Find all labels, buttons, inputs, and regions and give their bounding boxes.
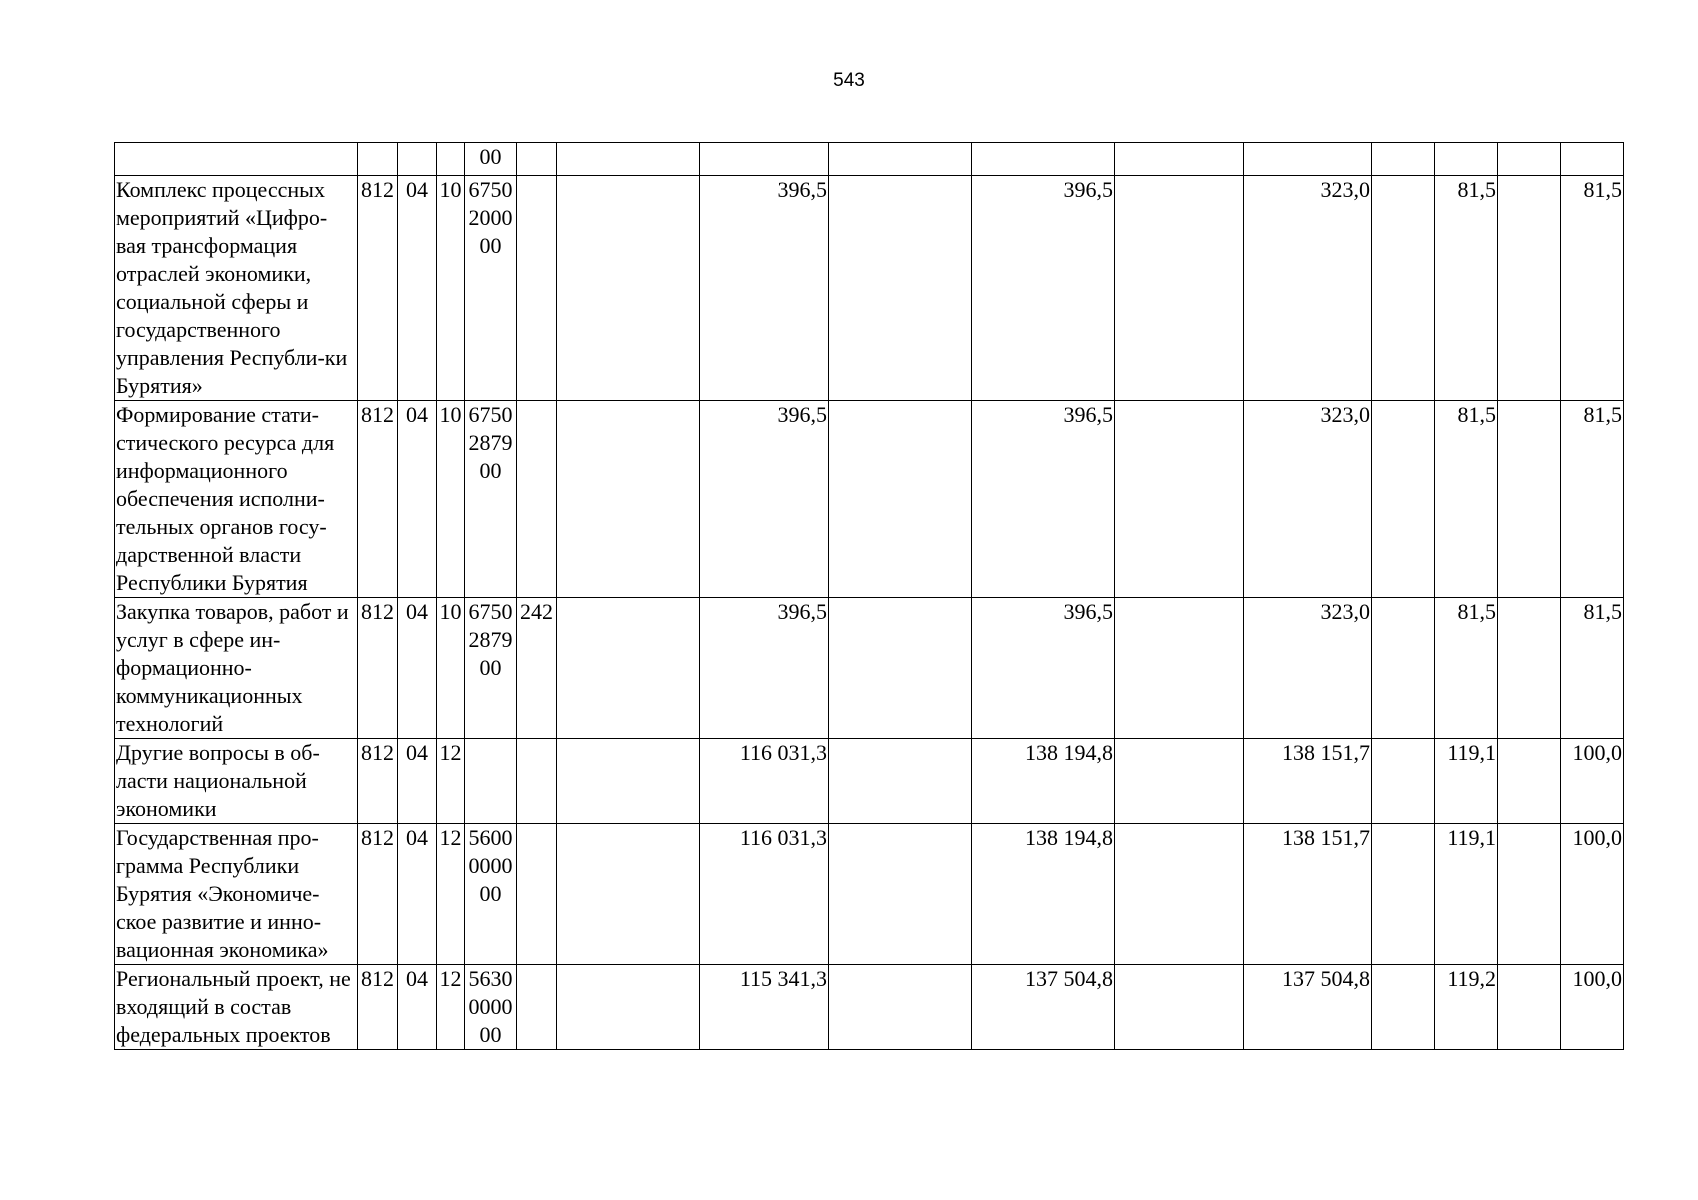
expense-type-code	[517, 965, 557, 1050]
target-article-code: 6750 2879 00	[465, 598, 517, 739]
target-article-code	[465, 739, 517, 824]
empty-cell	[1372, 965, 1435, 1050]
empty-cell	[1372, 598, 1435, 739]
empty-cell	[829, 401, 972, 598]
empty-cell	[829, 598, 972, 739]
empty-cell	[1498, 176, 1561, 401]
row-name: Комплекс процессных мероприятий «Цифро-вая трансформация отраслей экономики, социальной сферы и государственного управления Республи-ки Бурятия»	[115, 176, 358, 401]
expense-type-code	[517, 401, 557, 598]
empty-cell	[557, 143, 700, 176]
percent-2: 100,0	[1561, 965, 1624, 1050]
empty-cell	[1115, 824, 1244, 965]
percent-1: 119,1	[1435, 739, 1498, 824]
gov-code: 812	[358, 739, 398, 824]
empty-cell	[557, 739, 700, 824]
value-1: 115 341,3	[700, 965, 829, 1050]
row-name: Формирование стати-стического ресурса для информационного обеспечения исполни-тельных органов госу-дарственной власти Республики Бурятия	[115, 401, 358, 598]
empty-cell	[1498, 965, 1561, 1050]
value-2: 396,5	[972, 176, 1115, 401]
subsection-code: 12	[437, 739, 465, 824]
empty-cell	[1498, 739, 1561, 824]
percent-2: 81,5	[1561, 401, 1624, 598]
value-3: 137 504,8	[1244, 965, 1372, 1050]
subsection-code: 10	[437, 401, 465, 598]
table-row	[115, 401, 1624, 598]
subsection-code	[437, 143, 465, 176]
section-code: 04	[398, 598, 437, 739]
target-article-code: 6750 2000 00	[465, 176, 517, 401]
section-code: 04	[398, 824, 437, 965]
value-1: 396,5	[700, 598, 829, 739]
empty-cell	[829, 965, 972, 1050]
subsection-code: 10	[437, 598, 465, 739]
empty-cell	[1115, 143, 1244, 176]
empty-cell	[557, 401, 700, 598]
section-code: 04	[398, 401, 437, 598]
target-article-code: 5630 0000 00	[465, 965, 517, 1050]
percent-1	[1435, 143, 1498, 176]
value-3	[1244, 143, 1372, 176]
empty-cell	[829, 143, 972, 176]
gov-code: 812	[358, 176, 398, 401]
value-3: 138 151,7	[1244, 824, 1372, 965]
percent-1: 81,5	[1435, 598, 1498, 739]
target-article-code: 5600 0000 00	[465, 824, 517, 965]
table-row	[115, 965, 1624, 1050]
empty-cell	[557, 824, 700, 965]
empty-cell	[829, 176, 972, 401]
empty-cell	[829, 739, 972, 824]
subsection-code: 12	[437, 824, 465, 965]
row-name: Государственная про-грамма Республики Бурятия «Экономиче-ское развитие и инно-вационная экономика»	[115, 824, 358, 965]
gov-code: 812	[358, 824, 398, 965]
expense-type-code	[517, 824, 557, 965]
empty-cell	[557, 965, 700, 1050]
value-3: 323,0	[1244, 598, 1372, 739]
percent-1: 81,5	[1435, 401, 1498, 598]
empty-cell	[1498, 824, 1561, 965]
gov-code	[358, 143, 398, 176]
value-2: 137 504,8	[972, 965, 1115, 1050]
value-1: 396,5	[700, 176, 829, 401]
expense-type-code: 242	[517, 598, 557, 739]
value-2: 138 194,8	[972, 739, 1115, 824]
table-row	[115, 739, 1624, 824]
budget-table	[114, 142, 1624, 1050]
value-1	[700, 143, 829, 176]
empty-cell	[557, 598, 700, 739]
percent-2: 81,5	[1561, 598, 1624, 739]
gov-code: 812	[358, 401, 398, 598]
value-2	[972, 143, 1115, 176]
section-code: 04	[398, 176, 437, 401]
empty-cell	[1372, 176, 1435, 401]
empty-cell	[557, 176, 700, 401]
percent-2: 100,0	[1561, 739, 1624, 824]
percent-2: 100,0	[1561, 824, 1624, 965]
target-article-code: 00	[465, 143, 517, 176]
empty-cell	[1498, 598, 1561, 739]
value-1: 116 031,3	[700, 739, 829, 824]
empty-cell	[1372, 401, 1435, 598]
empty-cell	[829, 824, 972, 965]
gov-code: 812	[358, 965, 398, 1050]
value-2: 396,5	[972, 401, 1115, 598]
target-article-code: 6750 2879 00	[465, 401, 517, 598]
expense-type-code	[517, 143, 557, 176]
value-3: 138 151,7	[1244, 739, 1372, 824]
value-2: 396,5	[972, 598, 1115, 739]
row-name: Другие вопросы в об-ласти национальной экономики	[115, 739, 358, 824]
expense-type-code	[517, 739, 557, 824]
table-body	[115, 143, 1624, 1050]
table-row	[115, 598, 1624, 739]
empty-cell	[1115, 965, 1244, 1050]
percent-1: 119,1	[1435, 824, 1498, 965]
row-name: Закупка товаров, работ и услуг в сфере ин-формационно-коммуникационных технологий	[115, 598, 358, 739]
subsection-code: 10	[437, 176, 465, 401]
table-row	[115, 176, 1624, 401]
value-1: 396,5	[700, 401, 829, 598]
empty-cell	[1115, 176, 1244, 401]
value-1: 116 031,3	[700, 824, 829, 965]
section-code: 04	[398, 739, 437, 824]
empty-cell	[1115, 598, 1244, 739]
percent-1: 81,5	[1435, 176, 1498, 401]
empty-cell	[1498, 401, 1561, 598]
percent-1: 119,2	[1435, 965, 1498, 1050]
empty-cell	[1115, 401, 1244, 598]
percent-2	[1561, 143, 1624, 176]
table-row	[115, 824, 1624, 965]
subsection-code: 12	[437, 965, 465, 1050]
empty-cell	[1498, 143, 1561, 176]
empty-cell	[1372, 824, 1435, 965]
table-row	[115, 143, 1624, 176]
empty-cell	[1372, 739, 1435, 824]
gov-code: 812	[358, 598, 398, 739]
section-code	[398, 143, 437, 176]
value-3: 323,0	[1244, 176, 1372, 401]
value-3: 323,0	[1244, 401, 1372, 598]
section-code: 04	[398, 965, 437, 1050]
value-2: 138 194,8	[972, 824, 1115, 965]
empty-cell	[1372, 143, 1435, 176]
expense-type-code	[517, 176, 557, 401]
page-number: 543	[833, 70, 865, 91]
percent-2: 81,5	[1561, 176, 1624, 401]
row-name	[115, 143, 358, 176]
empty-cell	[1115, 739, 1244, 824]
row-name: Региональный проект, не входящий в состав федеральных проектов	[115, 965, 358, 1050]
